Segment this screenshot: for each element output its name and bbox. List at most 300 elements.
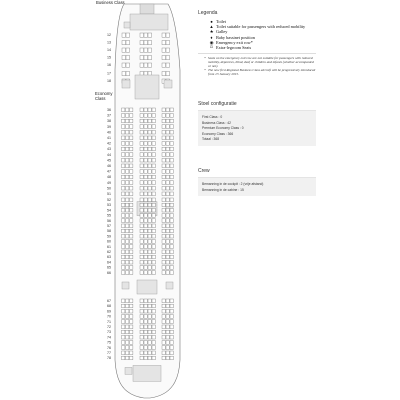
economy-seat-62-C[interactable] [130,250,133,254]
economy-seat-54-C[interactable] [130,208,133,212]
economy-seat-78-D[interactable] [140,356,143,360]
economy-seat-58-G[interactable] [152,229,155,233]
economy-seat-64-H[interactable] [162,260,165,264]
economy-seat-76-D[interactable] [140,346,143,350]
economy-seat-43-K[interactable] [170,147,173,151]
economy-seat-71-D[interactable] [140,320,143,324]
economy-seat-45-B[interactable] [126,158,129,162]
business-seat-13-A[interactable] [122,41,126,45]
economy-seat-65-G[interactable] [152,266,155,270]
business-seat-14-C[interactable] [140,48,144,52]
business-seat-16-E[interactable] [148,63,152,67]
economy-seat-62-J[interactable] [166,250,169,254]
economy-seat-68-K[interactable] [170,304,173,308]
economy-seat-78-H[interactable] [162,356,165,360]
economy-seat-57-C[interactable] [130,224,133,228]
economy-seat-73-D[interactable] [140,330,143,334]
economy-seat-68-B[interactable] [126,304,129,308]
economy-seat-52-K[interactable] [170,198,173,202]
economy-seat-38-E[interactable] [144,119,147,123]
business-seat-12-F[interactable] [162,33,166,37]
economy-seat-64-F[interactable] [148,260,151,264]
economy-seat-51-J[interactable] [166,192,169,196]
economy-seat-42-J[interactable] [166,142,169,146]
economy-seat-60-H[interactable] [162,240,165,244]
economy-seat-49-K[interactable] [170,181,173,185]
economy-seat-47-D[interactable] [140,170,143,174]
economy-seat-45-E[interactable] [144,158,147,162]
economy-seat-41-G[interactable] [152,136,155,140]
economy-seat-64-E[interactable] [144,260,147,264]
economy-seat-48-D[interactable] [140,175,143,179]
economy-seat-45-C[interactable] [130,158,133,162]
economy-seat-57-A[interactable] [122,224,125,228]
economy-seat-75-F[interactable] [148,341,151,345]
economy-seat-53-H[interactable] [162,203,165,207]
economy-seat-63-F[interactable] [148,255,151,259]
economy-seat-43-H[interactable] [162,147,165,151]
business-seat-13-D[interactable] [144,41,148,45]
economy-seat-45-F[interactable] [148,158,151,162]
economy-seat-57-F[interactable] [148,224,151,228]
economy-seat-57-G[interactable] [152,224,155,228]
economy-seat-65-E[interactable] [144,266,147,270]
economy-seat-49-B[interactable] [126,181,129,185]
economy-seat-62-K[interactable] [170,250,173,254]
economy-seat-46-E[interactable] [144,164,147,168]
economy-seat-42-A[interactable] [122,142,125,146]
business-seat-17-F[interactable] [162,72,166,76]
economy-seat-36-J[interactable] [166,108,169,112]
economy-seat-76-F[interactable] [148,346,151,350]
economy-seat-63-B[interactable] [126,255,129,259]
economy-seat-54-K[interactable] [170,208,173,212]
economy-seat-78-K[interactable] [170,356,173,360]
economy-seat-60-F[interactable] [148,240,151,244]
economy-seat-43-J[interactable] [166,147,169,151]
economy-seat-69-B[interactable] [126,309,129,313]
economy-seat-46-D[interactable] [140,164,143,168]
economy-seat-53-C[interactable] [130,203,133,207]
economy-seat-44-H[interactable] [162,153,165,157]
economy-seat-55-G[interactable] [152,214,155,218]
economy-seat-61-F[interactable] [148,245,151,249]
economy-seat-61-C[interactable] [130,245,133,249]
economy-seat-77-C[interactable] [130,351,133,355]
economy-seat-60-G[interactable] [152,240,155,244]
economy-seat-39-G[interactable] [152,125,155,129]
business-seat-16-A[interactable] [122,63,126,67]
economy-seat-73-K[interactable] [170,330,173,334]
economy-seat-72-H[interactable] [162,325,165,329]
economy-seat-59-F[interactable] [148,234,151,238]
economy-seat-46-F[interactable] [148,164,151,168]
economy-seat-56-A[interactable] [122,219,125,223]
economy-seat-43-A[interactable] [122,147,125,151]
economy-seat-77-D[interactable] [140,351,143,355]
economy-seat-41-J[interactable] [166,136,169,140]
economy-seat-66-C[interactable] [130,271,133,275]
economy-seat-61-D[interactable] [140,245,143,249]
economy-seat-61-K[interactable] [170,245,173,249]
economy-seat-71-A[interactable] [122,320,125,324]
economy-seat-62-A[interactable] [122,250,125,254]
economy-seat-69-J[interactable] [166,309,169,313]
economy-seat-36-G[interactable] [152,108,155,112]
economy-seat-47-J[interactable] [166,170,169,174]
economy-seat-75-G[interactable] [152,341,155,345]
economy-seat-58-H[interactable] [162,229,165,233]
economy-seat-60-B[interactable] [126,240,129,244]
economy-seat-55-H[interactable] [162,214,165,218]
economy-seat-46-H[interactable] [162,164,165,168]
economy-seat-53-K[interactable] [170,203,173,207]
economy-seat-69-G[interactable] [152,309,155,313]
economy-seat-52-C[interactable] [130,198,133,202]
economy-seat-49-D[interactable] [140,181,143,185]
business-seat-13-G[interactable] [166,41,170,45]
economy-seat-63-G[interactable] [152,255,155,259]
economy-seat-43-B[interactable] [126,147,129,151]
economy-seat-53-D[interactable] [140,203,143,207]
economy-seat-43-D[interactable] [140,147,143,151]
economy-seat-76-K[interactable] [170,346,173,350]
economy-seat-57-D[interactable] [140,224,143,228]
economy-seat-62-F[interactable] [148,250,151,254]
economy-seat-78-C[interactable] [130,356,133,360]
business-seat-13-B[interactable] [126,41,130,45]
economy-seat-63-A[interactable] [122,255,125,259]
economy-seat-67-C[interactable] [130,299,133,303]
economy-seat-48-J[interactable] [166,175,169,179]
economy-seat-74-D[interactable] [140,335,143,339]
economy-seat-68-G[interactable] [152,304,155,308]
economy-seat-57-J[interactable] [166,224,169,228]
economy-seat-52-E[interactable] [144,198,147,202]
economy-seat-50-B[interactable] [126,186,129,190]
economy-seat-50-H[interactable] [162,186,165,190]
economy-seat-46-J[interactable] [166,164,169,168]
economy-seat-70-A[interactable] [122,315,125,319]
economy-seat-75-J[interactable] [166,341,169,345]
economy-seat-63-C[interactable] [130,255,133,259]
economy-seat-37-E[interactable] [144,114,147,118]
economy-seat-72-K[interactable] [170,325,173,329]
economy-seat-38-B[interactable] [126,119,129,123]
economy-seat-57-H[interactable] [162,224,165,228]
economy-seat-51-A[interactable] [122,192,125,196]
economy-seat-75-E[interactable] [144,341,147,345]
economy-seat-39-K[interactable] [170,125,173,129]
economy-seat-71-F[interactable] [148,320,151,324]
economy-seat-54-D[interactable] [140,208,143,212]
economy-seat-69-F[interactable] [148,309,151,313]
economy-seat-61-J[interactable] [166,245,169,249]
economy-seat-67-J[interactable] [166,299,169,303]
economy-seat-64-K[interactable] [170,260,173,264]
economy-seat-49-G[interactable] [152,181,155,185]
economy-seat-58-B[interactable] [126,229,129,233]
economy-seat-66-H[interactable] [162,271,165,275]
economy-seat-56-C[interactable] [130,219,133,223]
economy-seat-41-C[interactable] [130,136,133,140]
economy-seat-70-G[interactable] [152,315,155,319]
economy-seat-50-J[interactable] [166,186,169,190]
business-seat-15-D[interactable] [144,56,148,60]
economy-seat-39-C[interactable] [130,125,133,129]
economy-seat-44-F[interactable] [148,153,151,157]
economy-seat-38-C[interactable] [130,119,133,123]
economy-seat-62-G[interactable] [152,250,155,254]
economy-seat-74-H[interactable] [162,335,165,339]
economy-seat-66-D[interactable] [140,271,143,275]
economy-seat-74-C[interactable] [130,335,133,339]
economy-seat-37-G[interactable] [152,114,155,118]
economy-seat-44-K[interactable] [170,153,173,157]
economy-seat-64-B[interactable] [126,260,129,264]
economy-seat-38-A[interactable] [122,119,125,123]
economy-seat-55-D[interactable] [140,214,143,218]
economy-seat-67-F[interactable] [148,299,151,303]
economy-seat-58-J[interactable] [166,229,169,233]
economy-seat-50-K[interactable] [170,186,173,190]
economy-seat-71-C[interactable] [130,320,133,324]
economy-seat-37-F[interactable] [148,114,151,118]
economy-seat-76-B[interactable] [126,346,129,350]
economy-seat-53-E[interactable] [144,203,147,207]
economy-seat-75-K[interactable] [170,341,173,345]
economy-seat-52-J[interactable] [166,198,169,202]
economy-seat-60-J[interactable] [166,240,169,244]
economy-seat-68-A[interactable] [122,304,125,308]
economy-seat-44-A[interactable] [122,153,125,157]
economy-seat-40-C[interactable] [130,130,133,134]
economy-seat-50-G[interactable] [152,186,155,190]
economy-seat-54-A[interactable] [122,208,125,212]
economy-seat-36-C[interactable] [130,108,133,112]
economy-seat-64-A[interactable] [122,260,125,264]
business-seat-12-G[interactable] [166,33,170,37]
economy-seat-72-E[interactable] [144,325,147,329]
economy-seat-63-H[interactable] [162,255,165,259]
economy-seat-58-K[interactable] [170,229,173,233]
economy-seat-40-B[interactable] [126,130,129,134]
economy-seat-62-D[interactable] [140,250,143,254]
economy-seat-74-A[interactable] [122,335,125,339]
economy-seat-61-A[interactable] [122,245,125,249]
economy-seat-36-B[interactable] [126,108,129,112]
economy-seat-42-H[interactable] [162,142,165,146]
economy-seat-37-H[interactable] [162,114,165,118]
economy-seat-59-H[interactable] [162,234,165,238]
economy-seat-68-J[interactable] [166,304,169,308]
economy-seat-53-J[interactable] [166,203,169,207]
economy-seat-51-K[interactable] [170,192,173,196]
economy-seat-66-F[interactable] [148,271,151,275]
economy-seat-59-A[interactable] [122,234,125,238]
economy-seat-46-B[interactable] [126,164,129,168]
economy-seat-71-K[interactable] [170,320,173,324]
economy-seat-65-J[interactable] [166,266,169,270]
economy-seat-70-H[interactable] [162,315,165,319]
business-seat-12-D[interactable] [144,33,148,37]
economy-seat-46-G[interactable] [152,164,155,168]
economy-seat-77-B[interactable] [126,351,129,355]
economy-seat-47-K[interactable] [170,170,173,174]
economy-seat-60-K[interactable] [170,240,173,244]
economy-seat-36-H[interactable] [162,108,165,112]
economy-seat-47-B[interactable] [126,170,129,174]
economy-seat-73-F[interactable] [148,330,151,334]
economy-seat-40-G[interactable] [152,130,155,134]
economy-seat-73-C[interactable] [130,330,133,334]
economy-seat-55-J[interactable] [166,214,169,218]
economy-seat-47-H[interactable] [162,170,165,174]
economy-seat-59-E[interactable] [144,234,147,238]
economy-seat-65-D[interactable] [140,266,143,270]
economy-seat-70-J[interactable] [166,315,169,319]
economy-seat-50-D[interactable] [140,186,143,190]
economy-seat-51-F[interactable] [148,192,151,196]
economy-seat-48-H[interactable] [162,175,165,179]
economy-seat-48-G[interactable] [152,175,155,179]
economy-seat-44-E[interactable] [144,153,147,157]
economy-seat-36-K[interactable] [170,108,173,112]
economy-seat-44-B[interactable] [126,153,129,157]
economy-seat-51-B[interactable] [126,192,129,196]
economy-seat-76-A[interactable] [122,346,125,350]
economy-seat-50-E[interactable] [144,186,147,190]
economy-seat-59-B[interactable] [126,234,129,238]
economy-seat-59-J[interactable] [166,234,169,238]
economy-seat-72-D[interactable] [140,325,143,329]
economy-seat-65-A[interactable] [122,266,125,270]
economy-seat-68-E[interactable] [144,304,147,308]
economy-seat-41-A[interactable] [122,136,125,140]
economy-seat-55-A[interactable] [122,214,125,218]
economy-seat-67-A[interactable] [122,299,125,303]
economy-seat-64-C[interactable] [130,260,133,264]
economy-seat-56-B[interactable] [126,219,129,223]
economy-seat-76-C[interactable] [130,346,133,350]
economy-seat-78-J[interactable] [166,356,169,360]
economy-seat-66-K[interactable] [170,271,173,275]
economy-seat-73-A[interactable] [122,330,125,334]
economy-seat-77-K[interactable] [170,351,173,355]
economy-seat-74-J[interactable] [166,335,169,339]
business-seat-16-C[interactable] [140,63,144,67]
economy-seat-54-B[interactable] [126,208,129,212]
economy-seat-63-K[interactable] [170,255,173,259]
economy-seat-36-F[interactable] [148,108,151,112]
economy-seat-41-F[interactable] [148,136,151,140]
economy-seat-67-E[interactable] [144,299,147,303]
economy-seat-68-H[interactable] [162,304,165,308]
economy-seat-46-K[interactable] [170,164,173,168]
economy-seat-71-E[interactable] [144,320,147,324]
economy-seat-53-G[interactable] [152,203,155,207]
business-seat-15-A[interactable] [122,56,126,60]
economy-seat-64-J[interactable] [166,260,169,264]
business-seat-17-B[interactable] [126,72,130,76]
economy-seat-73-E[interactable] [144,330,147,334]
economy-seat-54-G[interactable] [152,208,155,212]
economy-seat-78-G[interactable] [152,356,155,360]
economy-seat-54-E[interactable] [144,208,147,212]
economy-seat-61-E[interactable] [144,245,147,249]
economy-seat-64-G[interactable] [152,260,155,264]
economy-seat-65-F[interactable] [148,266,151,270]
economy-seat-48-B[interactable] [126,175,129,179]
economy-seat-73-J[interactable] [166,330,169,334]
economy-seat-39-B[interactable] [126,125,129,129]
economy-seat-47-A[interactable] [122,170,125,174]
economy-seat-44-G[interactable] [152,153,155,157]
business-seat-13-C[interactable] [140,41,144,45]
economy-seat-45-H[interactable] [162,158,165,162]
economy-seat-41-D[interactable] [140,136,143,140]
economy-seat-50-A[interactable] [122,186,125,190]
economy-seat-38-J[interactable] [166,119,169,123]
economy-seat-48-K[interactable] [170,175,173,179]
business-seat-14-E[interactable] [148,48,152,52]
economy-seat-69-H[interactable] [162,309,165,313]
economy-seat-47-C[interactable] [130,170,133,174]
economy-seat-38-F[interactable] [148,119,151,123]
economy-seat-54-H[interactable] [162,208,165,212]
economy-seat-49-F[interactable] [148,181,151,185]
economy-seat-44-D[interactable] [140,153,143,157]
economy-seat-69-D[interactable] [140,309,143,313]
economy-seat-74-B[interactable] [126,335,129,339]
business-seat-12-E[interactable] [148,33,152,37]
economy-seat-64-D[interactable] [140,260,143,264]
economy-seat-68-D[interactable] [140,304,143,308]
business-seat-13-E[interactable] [148,41,152,45]
economy-seat-48-F[interactable] [148,175,151,179]
economy-seat-52-A[interactable] [122,198,125,202]
economy-seat-38-G[interactable] [152,119,155,123]
economy-seat-76-E[interactable] [144,346,147,350]
economy-seat-62-H[interactable] [162,250,165,254]
economy-seat-75-D[interactable] [140,341,143,345]
economy-seat-41-B[interactable] [126,136,129,140]
economy-seat-37-B[interactable] [126,114,129,118]
economy-seat-75-A[interactable] [122,341,125,345]
business-seat-14-B[interactable] [126,48,130,52]
economy-seat-72-F[interactable] [148,325,151,329]
economy-seat-61-B[interactable] [126,245,129,249]
economy-seat-40-K[interactable] [170,130,173,134]
economy-seat-39-A[interactable] [122,125,125,129]
economy-seat-55-F[interactable] [148,214,151,218]
business-seat-15-G[interactable] [166,56,170,60]
business-seat-17-A[interactable] [122,72,126,76]
economy-seat-42-C[interactable] [130,142,133,146]
economy-seat-59-D[interactable] [140,234,143,238]
economy-seat-47-F[interactable] [148,170,151,174]
economy-seat-78-F[interactable] [148,356,151,360]
economy-seat-39-J[interactable] [166,125,169,129]
economy-seat-46-A[interactable] [122,164,125,168]
economy-seat-65-B[interactable] [126,266,129,270]
economy-seat-37-D[interactable] [140,114,143,118]
economy-seat-69-K[interactable] [170,309,173,313]
economy-seat-66-G[interactable] [152,271,155,275]
economy-seat-58-C[interactable] [130,229,133,233]
economy-seat-47-G[interactable] [152,170,155,174]
economy-seat-67-B[interactable] [126,299,129,303]
